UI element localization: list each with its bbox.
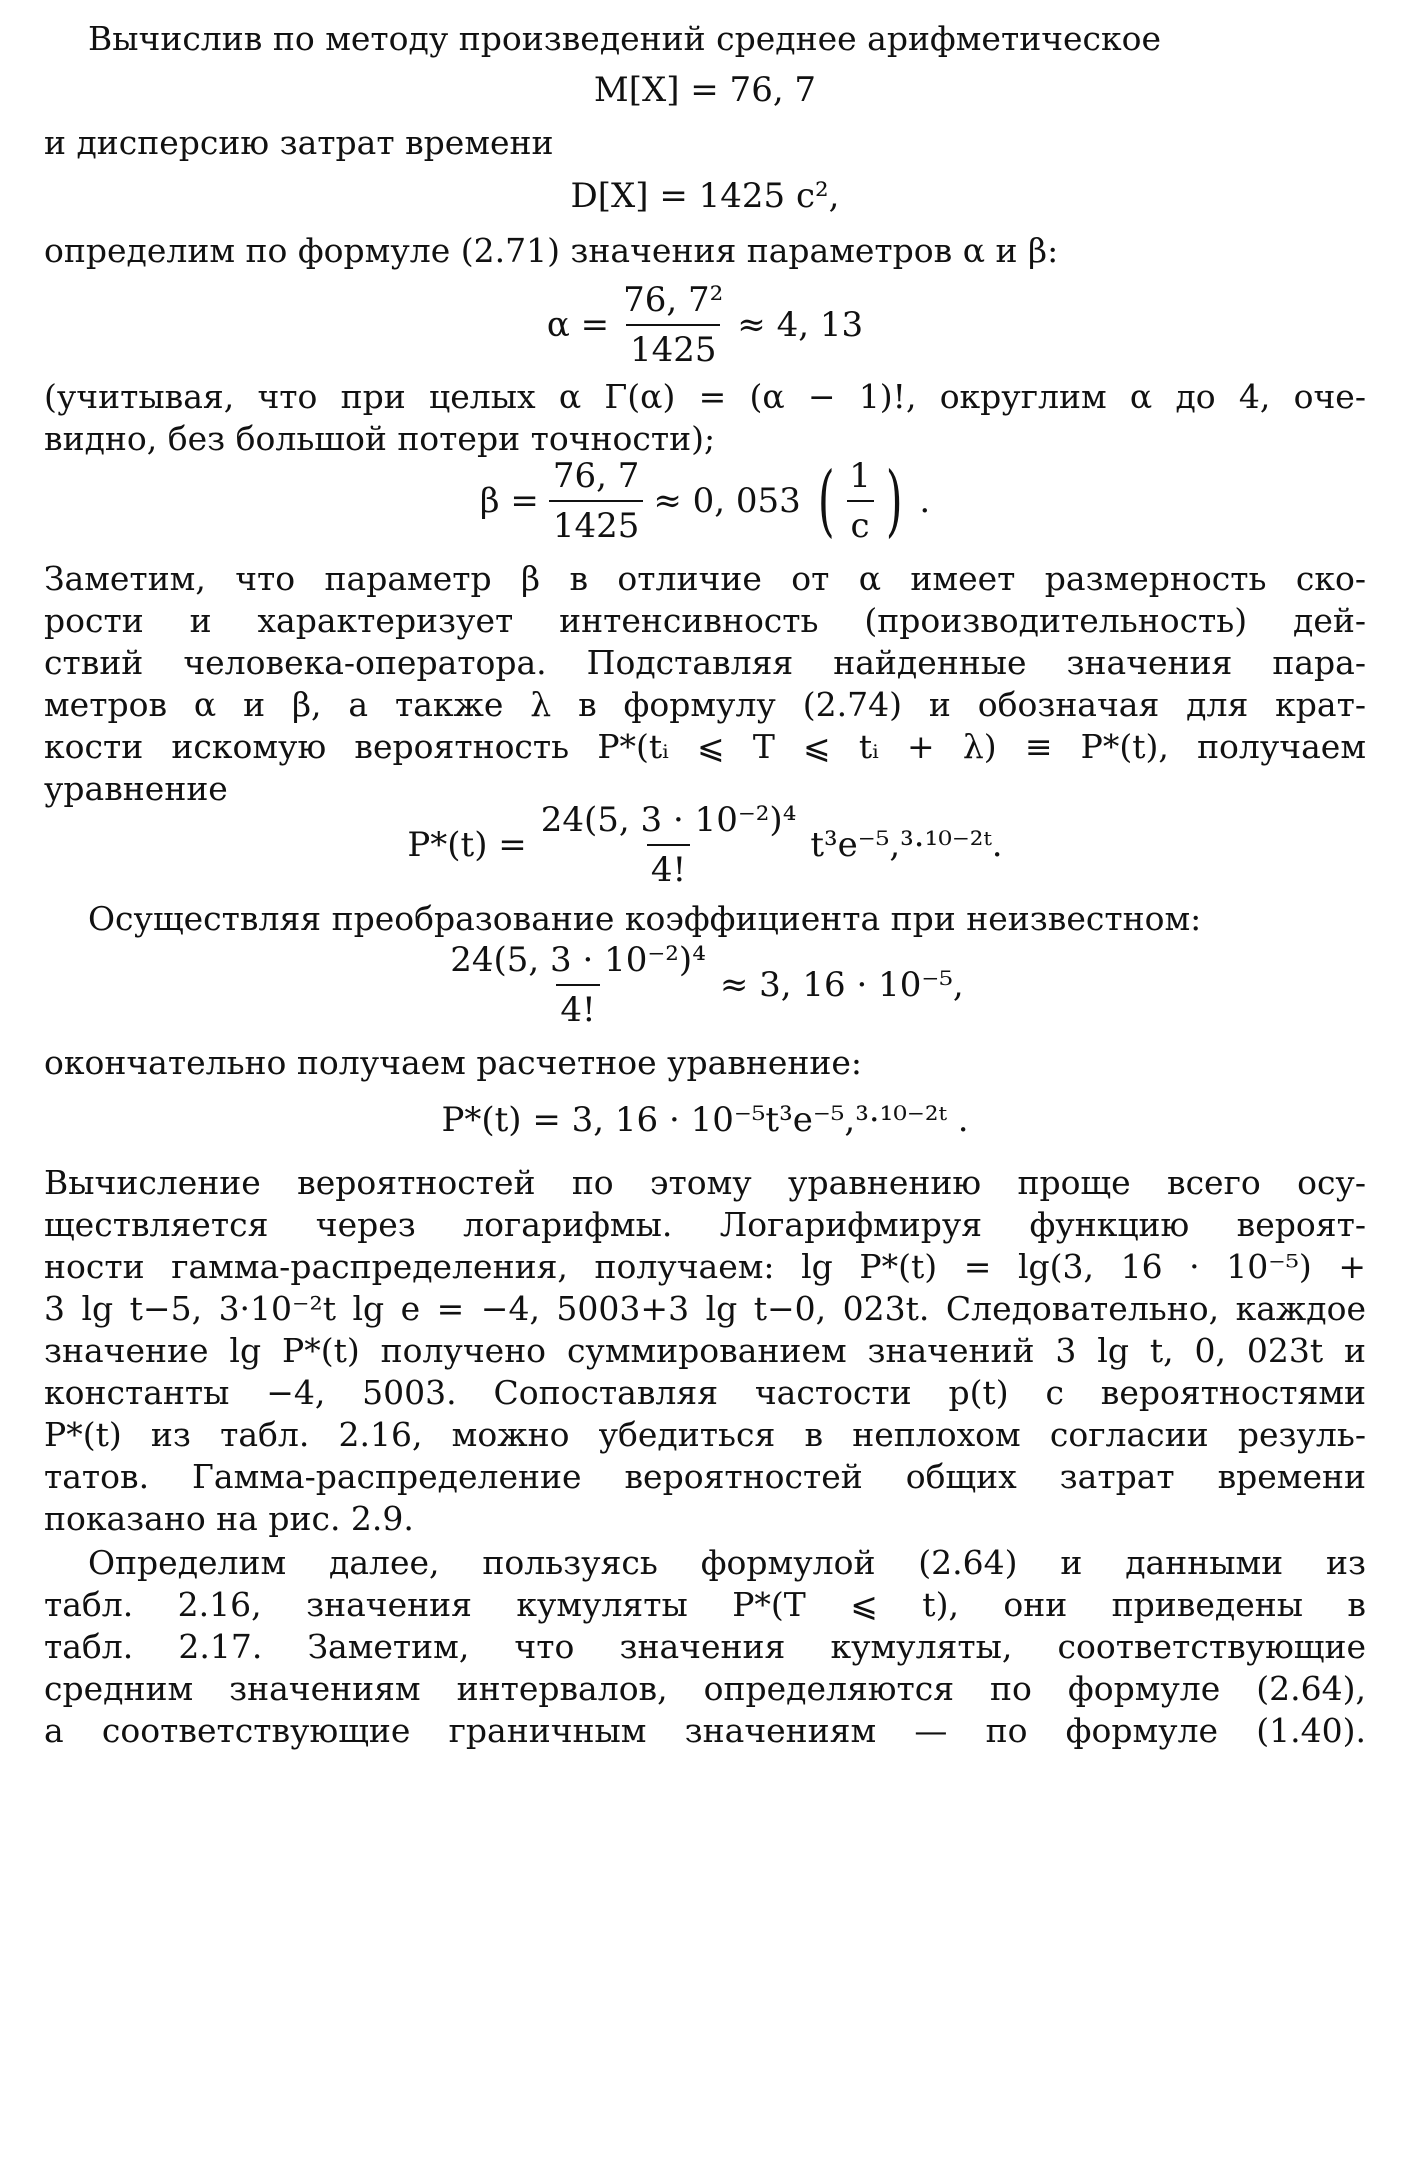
- equation-beta: [0, 456, 1410, 546]
- fraction-numerator: 76, 7²: [623, 280, 724, 320]
- fraction-numerator: 24(5, 3 · 10⁻²)⁴: [450, 940, 706, 980]
- text-line: и дисперсию затрат времени: [44, 123, 554, 162]
- equation-probability: [0, 800, 1410, 890]
- text-line: 3 lg t−5, 3·10⁻²t lg e = −4, 5003+3 lg t−0, 023t. Следовательно, каждое: [44, 1289, 1366, 1328]
- text-line: Осуществляя преобразование коэффициента при неизвестном:: [88, 899, 1202, 938]
- right-paren-icon: ): [885, 456, 903, 546]
- text-line: а соответствующие граничным значениям — по формуле (1.40).: [44, 1711, 1366, 1750]
- text-line: P*(t) из табл. 2.16, можно убедиться в неплохом согласии резуль-: [44, 1415, 1366, 1454]
- equation-rhs: ≈ 3, 16 · 10⁻⁵,: [719, 965, 964, 1005]
- fraction-numerator: 1: [849, 456, 871, 496]
- text-line: видно, без большой потери точности);: [44, 419, 716, 458]
- text-line: Определим далее, пользуясь формулой (2.64) и данными из: [88, 1543, 1366, 1582]
- text-line: (учитывая, что при целых α Γ(α) = (α − 1)!, округлим α до 4, оче-: [44, 377, 1366, 416]
- fraction: [446, 940, 710, 1030]
- text-line: метров α и β, а также λ в формулу (2.74) и обозначая для крат-: [44, 685, 1366, 724]
- fraction-denominator: c: [847, 500, 874, 546]
- text-line: рости и характеризует интенсивность (производительность) дей-: [44, 601, 1366, 640]
- fraction-numerator: 24(5, 3 · 10⁻²)⁴: [540, 800, 797, 840]
- text-line: Заметим, что параметр β в отличие от α имеет размерность ско-: [44, 559, 1366, 598]
- equation-mean: M[X] = 76, 7: [593, 70, 817, 110]
- text-line: константы −4, 5003. Сопоставляя частости p(t) с вероятностями: [44, 1373, 1366, 1412]
- equation-lhs: P*(t) =: [407, 825, 527, 865]
- equation-rhs: ≈ 4, 13: [737, 305, 864, 345]
- text-line: уравнение: [44, 769, 228, 808]
- text-line: определим по формуле (2.71) значения параметров α и β:: [44, 231, 1059, 270]
- text-line: ствий человека-оператора. Подставляя найденные значения пара-: [44, 643, 1366, 682]
- equation-dispersion: D[X] = 1425 c²,: [570, 176, 840, 216]
- equation-rhs: t³e⁻⁵,³·¹⁰⁻²ᵗ.: [810, 825, 1003, 865]
- text-line: Вычисление вероятностей по этому уравнению проще всего осу-: [44, 1163, 1366, 1202]
- fraction-denominator: 4!: [647, 844, 690, 890]
- text-line: табл. 2.16, значения кумуляты P*(T ⩽ t), они приведены в: [44, 1585, 1366, 1624]
- unit-fraction: [845, 456, 875, 546]
- text-line: кости искомую вероятность P*(tᵢ ⩽ T ⩽ tᵢ + λ) ≡ P*(t), получаем: [44, 727, 1366, 766]
- equation-final: P*(t) = 3, 16 · 10⁻⁵t³e⁻⁵,³·¹⁰⁻²ᵗ .: [441, 1100, 969, 1140]
- left-paren-icon: (: [817, 456, 835, 546]
- equation-coefficient: [0, 940, 1410, 1030]
- equation-lhs: β =: [479, 481, 539, 521]
- fraction: [537, 800, 801, 890]
- equation-end: .: [919, 481, 931, 521]
- equation-alpha: [0, 280, 1410, 370]
- text-line: показано на рис. 2.9.: [44, 1499, 414, 1538]
- equation-rhs: ≈ 0, 053: [653, 481, 801, 521]
- fraction-denominator: 1425: [549, 500, 644, 546]
- fraction-denominator: 1425: [626, 324, 721, 370]
- fraction-numerator: 76, 7: [552, 456, 640, 496]
- text-line: татов. Гамма-распределение вероятностей общих затрат времени: [44, 1457, 1366, 1496]
- fraction: [549, 456, 644, 546]
- text-line: средним значениям интервалов, определяются по формуле (2.64),: [44, 1669, 1366, 1708]
- equation-lhs: α =: [546, 305, 610, 345]
- text-line: окончательно получаем расчетное уравнение:: [44, 1043, 863, 1082]
- fraction: [619, 280, 727, 370]
- text-line: ности гамма-распределения, получаем: lg P*(t) = lg(3, 16 · 10⁻⁵) +: [44, 1247, 1366, 1286]
- text-line: Вычислив по методу произведений среднее арифметическое: [88, 19, 1162, 58]
- text-line: значение lg P*(t) получено суммированием значений 3 lg t, 0, 023t и: [44, 1331, 1366, 1370]
- fraction-denominator: 4!: [556, 984, 599, 1030]
- text-line: табл. 2.17. Заметим, что значения кумуляты, соответствующие: [44, 1627, 1366, 1666]
- text-line: ществляется через логарифмы. Логарифмируя функцию вероят-: [44, 1205, 1366, 1244]
